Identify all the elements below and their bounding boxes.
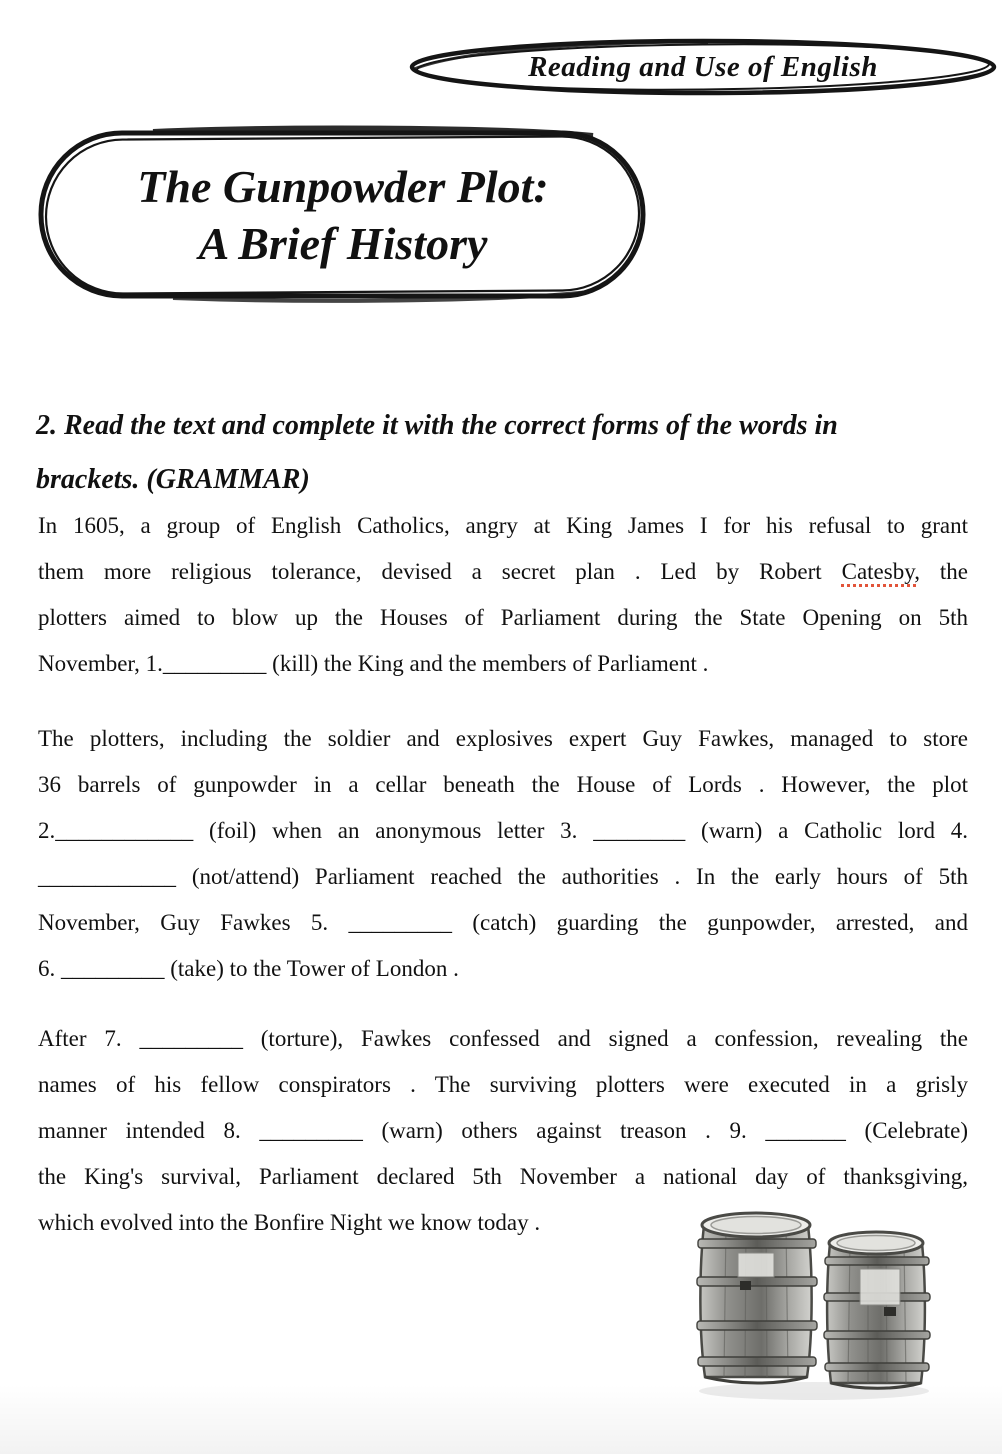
text-line: which evolved into the Bonfire Night we know today . <box>38 1210 541 1235</box>
text-line: 2. Read the text and complete it with the correct forms of the words in <box>36 410 838 441</box>
gunpowder-barrels-illustration <box>688 1205 940 1405</box>
spellchecked-word: Catesby, <box>841 559 920 584</box>
badge-label: Reading and Use of English <box>528 50 878 83</box>
text-line: In 1605, a group of English Catholics, angry at King James I for his refusal to grant <box>38 513 968 538</box>
text-line: the King's survival, Parliament declared 5th November a national day of thanksgiving, <box>38 1164 968 1189</box>
text-line: November, Guy Fawkes 5. _________ (catch) guarding the gunpowder, arrested, and <box>38 910 968 935</box>
text-line: names of his fellow conspirators . The surviving plotters were executed in a grisly <box>38 1072 968 1097</box>
text-line: brackets. (GRAMMAR) <box>36 464 310 495</box>
reading-badge <box>408 38 998 96</box>
text-line: 36 barrels of gunpowder in a cellar beneath the House of Lords . However, the plot <box>38 772 968 797</box>
text-line: November, 1._________ (kill) the King and the members of Parliament . <box>38 651 709 676</box>
page-title-line-2: A Brief History <box>198 218 488 269</box>
task-instruction <box>36 399 971 507</box>
text-line: 2.____________ (foil) when an anonymous letter 3. ________ (warn) a Catholic lord 4. <box>38 818 968 843</box>
paragraph-2 <box>38 716 968 992</box>
page-title-line-1: The Gunpowder Plot: <box>137 161 549 212</box>
gunpowder-barrels-icon <box>688 1205 940 1405</box>
text-line: manner intended 8. _________ (warn) others against treason . 9. _______ (Celebrate) <box>38 1118 968 1143</box>
page-title <box>33 124 653 306</box>
text-line: them more religious tolerance, devised a secret plan . Led by Robert Catesby, the <box>38 559 968 584</box>
title-card <box>33 124 653 306</box>
text-line: ____________ (not/attend) Parliament reached the authorities . In the early hours of 5th <box>38 864 968 889</box>
paragraph-1 <box>38 503 968 687</box>
text-line: After 7. _________ (torture), Fawkes confessed and signed a confession, revealing the <box>38 1026 968 1051</box>
text-line: 6. _________ (take) to the Tower of London . <box>38 956 459 981</box>
text-line: plotters aimed to blow up the Houses of Parliament during the State Opening on 5th <box>38 605 968 630</box>
text-line: The plotters, including the soldier and explosives expert Guy Fawkes, managed to store <box>38 726 968 751</box>
